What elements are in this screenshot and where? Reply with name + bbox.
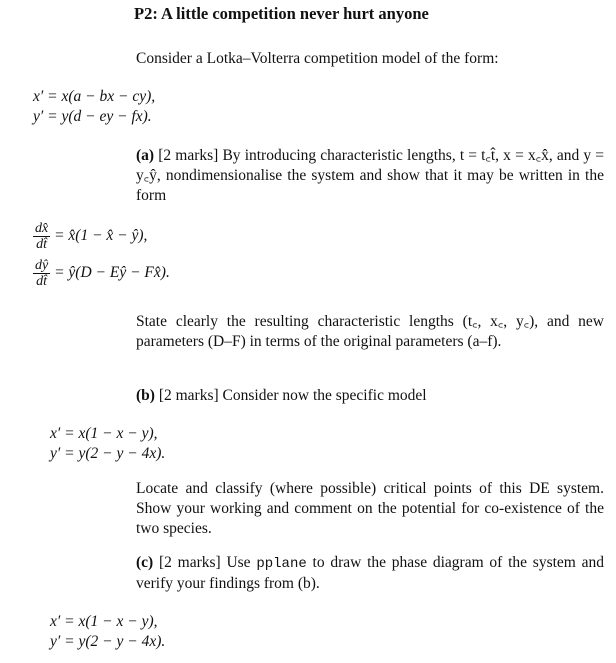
intro-text: Consider a Lotka–Volterra competition model of the form: [136, 50, 499, 67]
fraction-numerator: dx̂ [35, 221, 49, 236]
part-b-followup: Locate and classify (where possible) critical points of this DE system. Show your working and comment on the potential for co-existence of the two species. [136, 480, 604, 537]
part-a-text: [2 marks] By introducing characteristic lengths, t = t꜀t̂, x = x꜀x̂, and y = y꜀ŷ, nondimensionalise the system and show that it may be written in the form [136, 147, 604, 204]
part-c-equation-y: y′ = y(2 − y − 4x). [50, 633, 166, 650]
derivative-dy-dt [33, 258, 50, 289]
part-c-label: (c) [136, 554, 154, 571]
fraction-denominator: dt̂ [36, 237, 48, 252]
part-a-followup: State clearly the resulting characteristic lengths (t꜀, x꜀, y꜀), and new parameters (D–F) in terms of the original parameters (a–f). [136, 313, 604, 350]
page-title: P2: A little competition never hurt anyone [134, 4, 429, 23]
model-equation-y: y′ = y(d − ey − fx). [33, 108, 152, 125]
part-c-equation-x: x′ = x(1 − x − y), [50, 613, 158, 630]
specific-equation-y: y′ = y(2 − y − 4x). [50, 445, 166, 462]
model-equation-x: x′ = x(a − bx − cy), [33, 88, 156, 105]
equation-rhs: = x̂(1 − x̂ − ŷ), [54, 227, 148, 245]
part-b-label: (b) [136, 387, 155, 404]
nondim-equation-x [33, 221, 147, 252]
part-c-text-pre: [2 marks] Use [153, 554, 257, 571]
fraction-denominator: dt̂ [36, 274, 48, 289]
part-a-label: (a) [136, 147, 155, 164]
part-b-text: [2 marks] Consider now the specific model [154, 387, 427, 404]
fraction-numerator: dŷ [35, 258, 49, 273]
part-a-paragraph [136, 146, 604, 206]
derivative-dx-dt [33, 221, 50, 252]
equation-rhs: = ŷ(D − Eŷ − Fx̂). [54, 264, 170, 282]
pplane-code: pplane [256, 556, 307, 572]
part-c-text-post: to draw the phase diagram of the system and verify your findings from (b). [136, 554, 605, 592]
part-b-paragraph [136, 386, 604, 406]
nondim-equation-y [33, 258, 170, 289]
part-c-paragraph [136, 553, 604, 594]
specific-equation-x: x′ = x(1 − x − y), [50, 425, 158, 442]
